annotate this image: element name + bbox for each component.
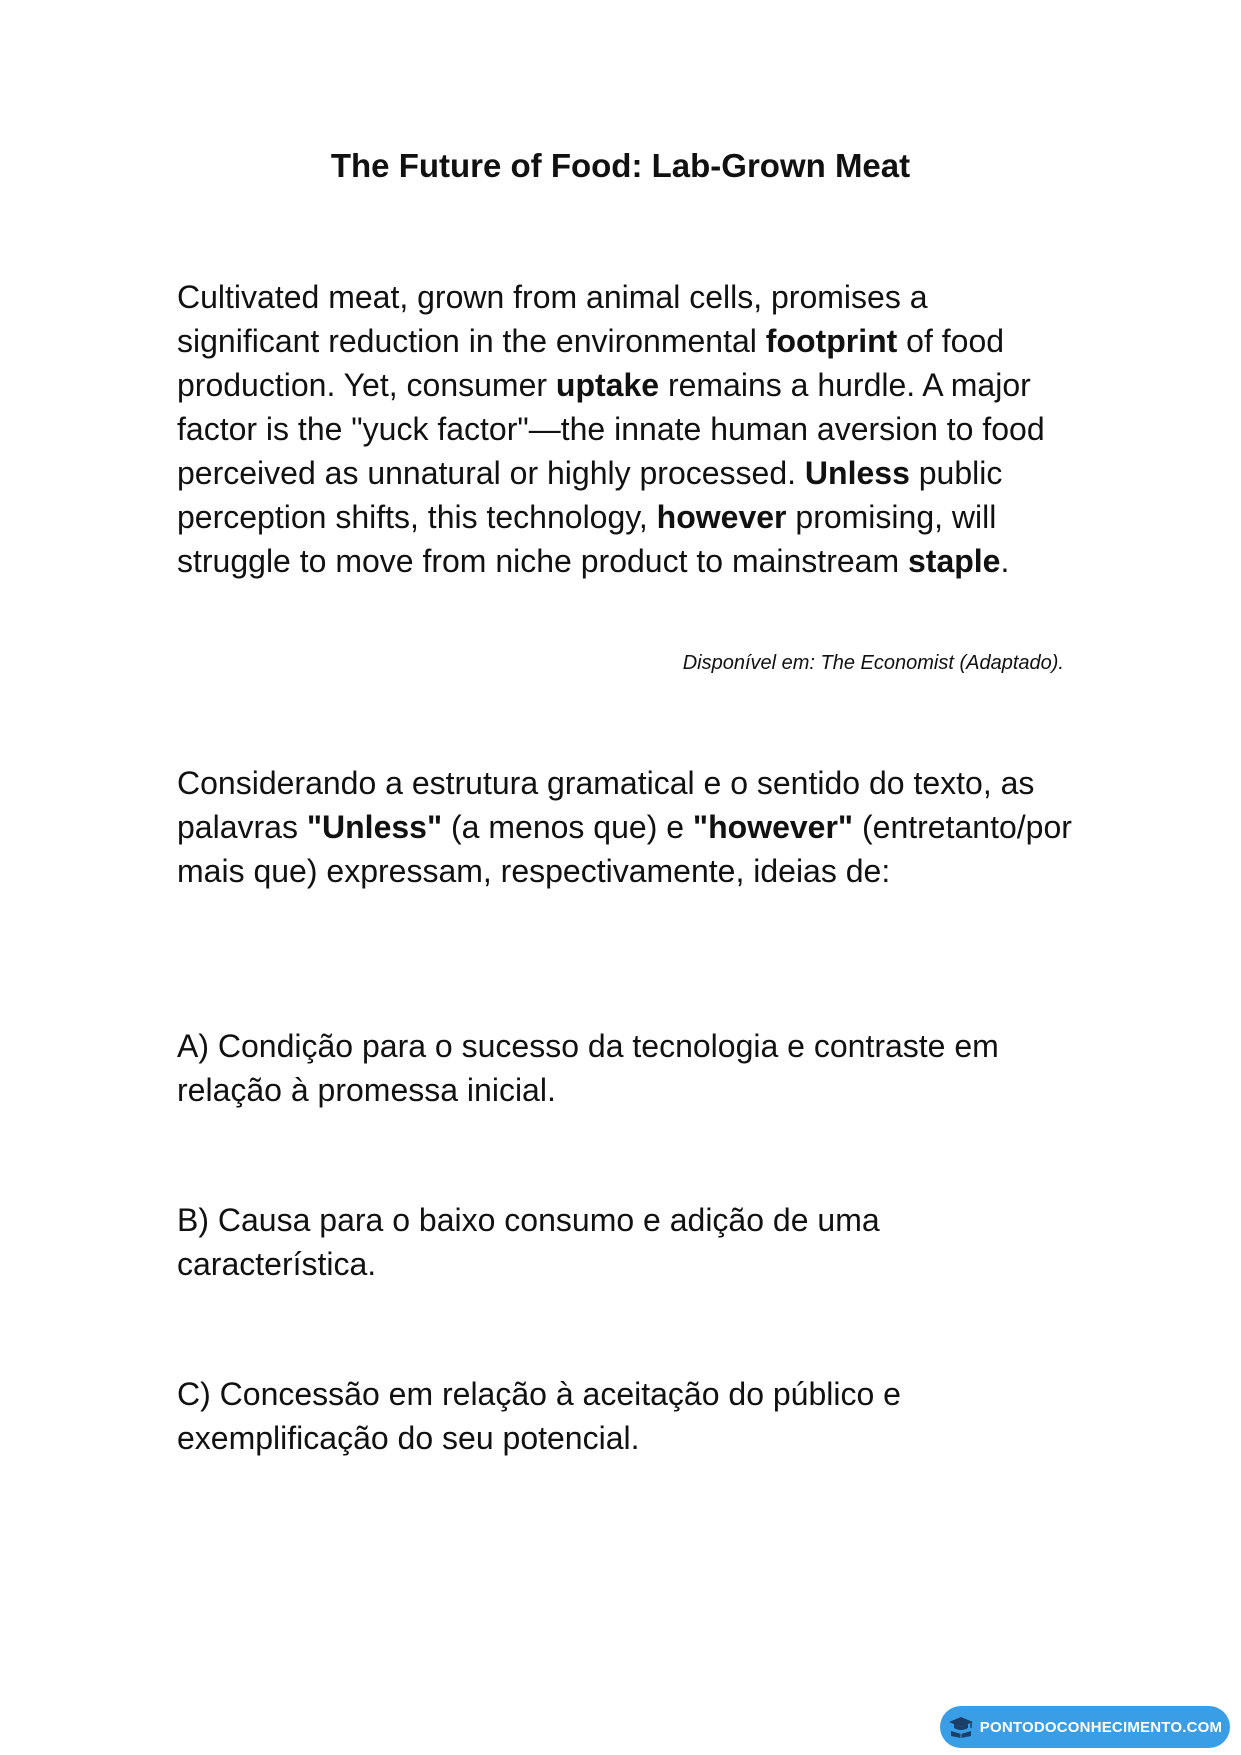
badge-text: PONTODOCONHECIMENTO.COM bbox=[979, 1718, 1223, 1736]
passage-bold-uptake: uptake bbox=[555, 367, 660, 403]
passage-bold-footprint: footprint bbox=[765, 323, 898, 359]
passage-bold-however: however bbox=[656, 499, 787, 535]
question-bold-however: "however" bbox=[692, 809, 854, 845]
option-b: B) Causa para o baixo consumo e adição de uma característica. bbox=[177, 1202, 880, 1282]
question-bold-unless: "Unless" bbox=[306, 809, 443, 845]
option-a: A) Condição para o sucesso da tecnologia e contraste em relação à promessa inicial. bbox=[177, 1028, 999, 1108]
question-text-2: (a menos que) e bbox=[442, 809, 693, 845]
passage-text-6: . bbox=[1000, 543, 1010, 579]
question-text-3: (entretanto/por mais que) expressam, respectivamente, ideias de: bbox=[177, 809, 1072, 889]
passage-text-3: remains a hurdle. A major factor is the "yuck factor"—the innate human aversion to food perceived as unnatural or highly processed. bbox=[177, 367, 1045, 491]
passage-text-1: Cultivated meat, grown from animal cells, promises a significant reduction in the environmental bbox=[177, 279, 928, 359]
passage-text-2: of food production. Yet, consumer bbox=[177, 323, 1005, 403]
source-citation: Disponível em: The Economist (Adaptado). bbox=[682, 652, 1064, 674]
site-badge[interactable] bbox=[940, 1706, 1230, 1748]
reading-passage bbox=[177, 275, 1077, 583]
graduation-cap-book-icon bbox=[948, 1716, 974, 1738]
question-text-1: Considerando a estrutura gramatical e o sentido do texto, as palavras bbox=[177, 765, 1035, 845]
passage-text-5: promising, will struggle to move from niche product to mainstream bbox=[177, 499, 997, 579]
question-stem bbox=[177, 761, 1077, 893]
document-title: The Future of Food: Lab-Grown Meat bbox=[330, 147, 911, 184]
passage-text-4: public perception shifts, this technology, bbox=[177, 455, 1003, 535]
option-c: C) Concessão em relação à aceitação do público e exemplificação do seu potencial. bbox=[177, 1376, 901, 1456]
passage-bold-staple: staple bbox=[907, 543, 1001, 579]
passage-bold-unless: Unless bbox=[804, 455, 910, 491]
